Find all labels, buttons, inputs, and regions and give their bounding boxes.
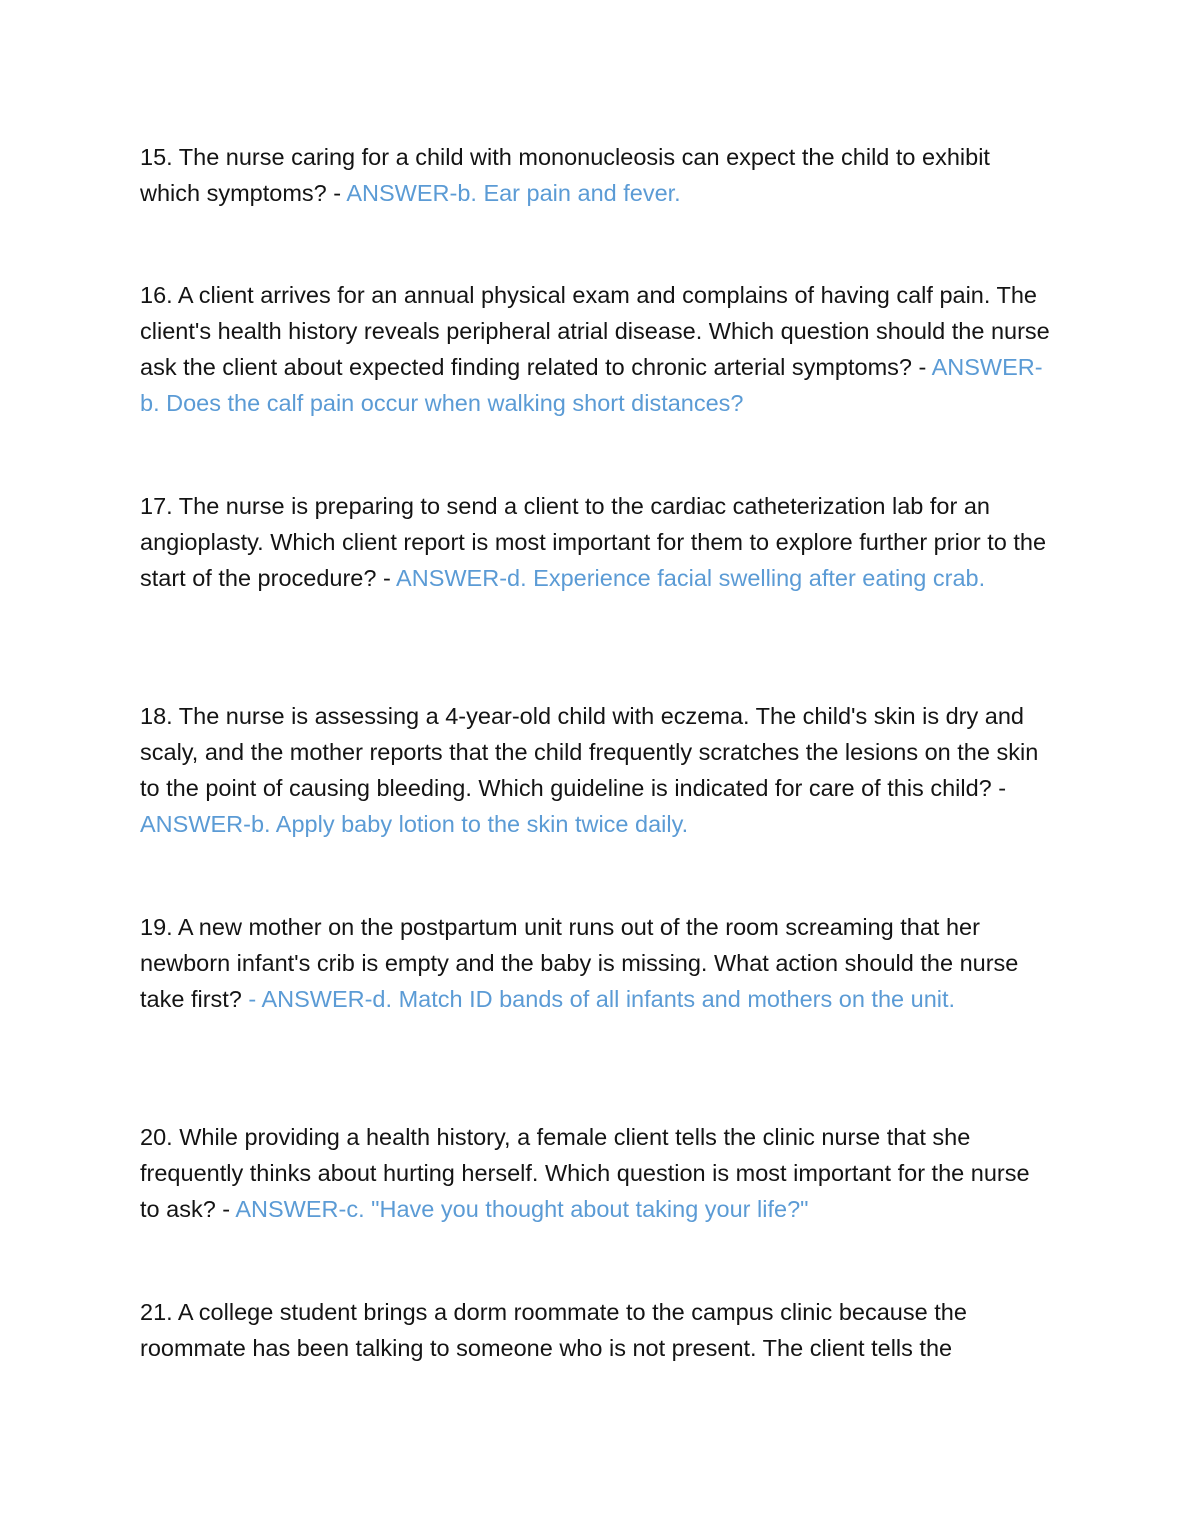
question-text: 19. A new mother on the postpartum unit runs out of the room screaming that her newborn infant's crib is empty and the baby is missing. What action should the nurse take first? (140, 914, 1019, 1012)
question-text: 20. While providing a health history, a female client tells the clinic nurse that she frequently thinks about hurting herself. Which question is most important for the nurse to ask? - (140, 1124, 1030, 1222)
qa-item-15 (140, 139, 1055, 211)
answer-text: ANSWER-b. Ear pain and fever. (346, 180, 681, 206)
qa-item-16 (140, 277, 1055, 421)
answer-text: ANSWER-c. "Have you thought about taking your life?" (235, 1196, 809, 1222)
answer-text: ANSWER-b. Does the calf pain occur when walking short distances? (140, 354, 1043, 416)
qa-item-17 (140, 488, 1055, 596)
answer-text: ANSWER-d. Experience facial swelling after eating crab. (396, 565, 986, 591)
answer-text: ANSWER-b. Apply baby lotion to the skin twice daily. (140, 811, 689, 837)
answer-text: - ANSWER-d. Match ID bands of all infants and mothers on the unit. (248, 986, 956, 1012)
question-text: 21. A college student brings a dorm roommate to the campus clinic because the roommate has been talking to someone who is not present. The client tells the (140, 1299, 967, 1361)
qa-item-18 (140, 698, 1055, 842)
qa-item-20 (140, 1119, 1055, 1227)
qa-item-21 (140, 1294, 1055, 1366)
question-text: 16. A client arrives for an annual physical exam and complains of having calf pain. The client's health history reveals peripheral atrial disease. Which question should the nurse ask the client about expected finding related to chronic arterial symptoms? - (140, 282, 1050, 380)
qa-item-19 (140, 909, 1055, 1017)
question-text: 15. The nurse caring for a child with mononucleosis can expect the child to exhibit which symptoms? - (140, 144, 990, 206)
question-text: 17. The nurse is preparing to send a client to the cardiac catheterization lab for an angioplasty. Which client report is most important for them to explore further prior to the start of the procedure? - (140, 493, 1047, 591)
question-text: 18. The nurse is assessing a 4-year-old child with eczema. The child's skin is dry and scaly, and the mother reports that the child frequently scratches the lesions on the skin to the point of causing bleeding. Which guideline is indicated for care of this child? - (140, 703, 1039, 801)
